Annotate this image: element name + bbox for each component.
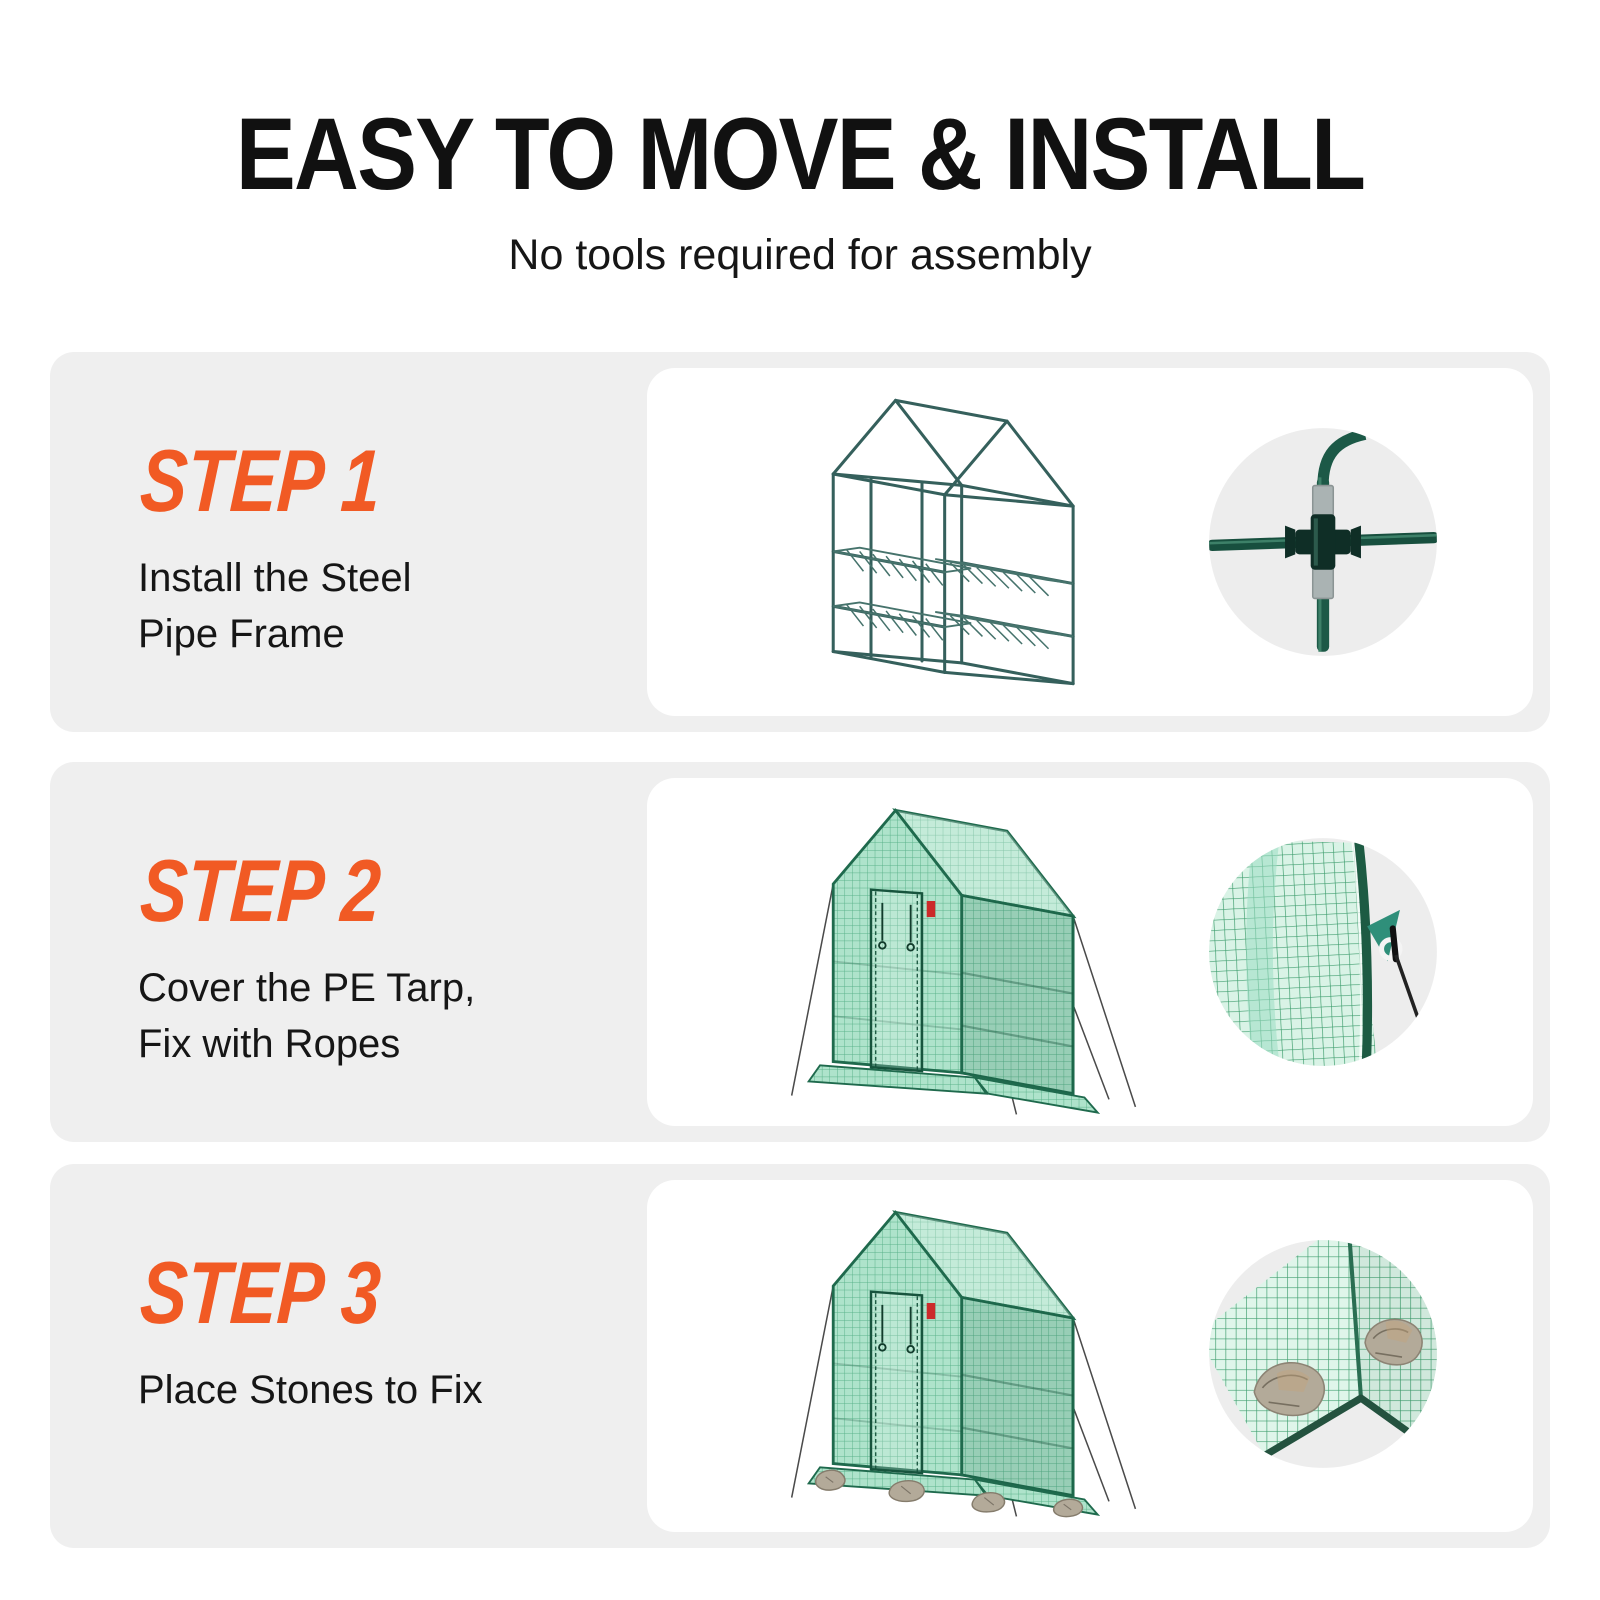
step-1-label: STEP 1 — [137, 431, 384, 530]
page-title — [0, 97, 1600, 211]
step-1-description-line-1: Install the Steel — [138, 556, 412, 600]
brand-tag — [927, 1303, 936, 1319]
step-2-panel — [647, 778, 1533, 1126]
step-3-text — [137, 1243, 483, 1418]
step-3-label: STEP 3 — [137, 1243, 384, 1342]
step-2-description-line-1: Cover the PE Tarp, — [138, 966, 476, 1010]
step-2-description-line-2: Fix with Ropes — [138, 1022, 401, 1066]
step-1-panel — [647, 368, 1533, 716]
greenhouse-with-stones-illustration — [773, 1184, 1173, 1524]
brand-tag — [927, 901, 936, 917]
step-2-text — [137, 841, 476, 1072]
step-1-description-line-2: Pipe Frame — [138, 612, 345, 656]
step-row-1 — [50, 352, 1550, 732]
tarp-edge-stones-detail — [1205, 1236, 1441, 1472]
step-2-label: STEP 2 — [137, 841, 384, 940]
step-row-2 — [50, 762, 1550, 1142]
step-2-description — [138, 960, 475, 1072]
step-1-text — [137, 431, 438, 662]
steel-pipe-frame-illustration — [773, 372, 1173, 712]
step-1-description — [138, 550, 438, 662]
page-title-text: EASY TO MOVE & INSTALL — [235, 97, 1365, 211]
step-3-description-line-1: Place Stones to Fix — [138, 1368, 483, 1412]
covered-greenhouse-illustration — [773, 782, 1173, 1122]
page-subtitle: No tools required for assembly — [508, 231, 1092, 279]
tarp-mesh-rope-detail — [1205, 834, 1441, 1070]
step-3-panel — [647, 1180, 1533, 1532]
step-row-3 — [50, 1164, 1550, 1548]
pipe-cross-connector-detail — [1205, 424, 1441, 660]
step-3-description — [138, 1362, 483, 1418]
shelf-grids — [833, 548, 1073, 649]
